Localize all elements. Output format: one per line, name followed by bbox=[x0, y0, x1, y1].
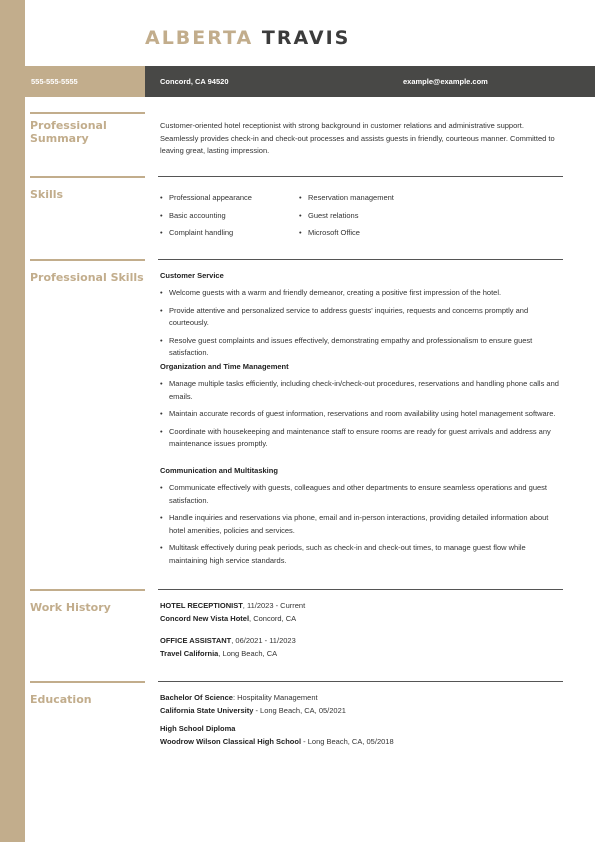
field-of-study: : Hospitality Management bbox=[232, 693, 318, 702]
skill-group-heading: Customer Service bbox=[160, 271, 224, 280]
list-item: • Multitask effectively during peak periods, such as check-in and check-out times, to manage guest flow while maintaining high service standards. bbox=[160, 542, 560, 567]
first-name: ALBERTA bbox=[145, 27, 254, 49]
phone-number: 555-555-5555 bbox=[31, 77, 78, 86]
summary-text: Customer-oriented hotel receptionist with strong background in customer relations and administrative support. Seamlessly provides check-in and check-out processes and assists guests in friendly, courteous manner. Committed to leaving great, lasting impression. bbox=[160, 121, 555, 155]
job-dates: , 06/2021 - 11/2023 bbox=[231, 636, 296, 645]
last-name: TRAVIS bbox=[261, 27, 351, 49]
skills-col-2 bbox=[299, 192, 459, 245]
list-item: • Complaint handling bbox=[160, 227, 300, 245]
summary-rule-left bbox=[30, 112, 145, 114]
job-place: , Concord, CA bbox=[249, 613, 297, 623]
skill-group-heading: Communication and Multitasking bbox=[160, 466, 278, 475]
email: example@example.com bbox=[403, 77, 488, 86]
job-entry bbox=[160, 635, 296, 660]
pro-skills-rule-left bbox=[30, 259, 145, 261]
skills-title: Skills bbox=[30, 188, 64, 201]
degree: High School Diploma bbox=[160, 724, 236, 733]
skill-group-list bbox=[160, 287, 560, 360]
skill-group-heading: Organization and Time Management bbox=[160, 362, 289, 371]
list-item: • Microsoft Office bbox=[299, 227, 459, 245]
list-item: • Professional appearance bbox=[160, 192, 300, 210]
skills-col-1 bbox=[160, 192, 300, 245]
list-item: • Handle inquiries and reservations via phone, email and in-person interactions, providing detailed information about hotel amenities, policies and services. bbox=[160, 512, 560, 537]
list-item: • Guest relations bbox=[299, 210, 459, 228]
education-rule-right bbox=[158, 681, 563, 682]
job-role: OFFICE ASSISTANT bbox=[160, 636, 232, 645]
job-company: Travel California bbox=[160, 648, 219, 658]
list-item: • Basic accounting bbox=[160, 210, 300, 228]
education-rule-left bbox=[30, 681, 145, 683]
work-rule-left bbox=[30, 589, 145, 591]
education-entry bbox=[160, 723, 394, 748]
list-item: • Resolve guest complaints and issues effectively, demonstrating empathy and professionalism to ensure guest satisfaction. bbox=[160, 335, 560, 360]
contact-band bbox=[25, 66, 595, 97]
skills-rule-left bbox=[30, 176, 145, 178]
school-name: California State University bbox=[160, 705, 254, 715]
skill-group-organization bbox=[160, 361, 560, 451]
pro-skills-title: Professional Skills bbox=[30, 271, 144, 284]
education-title: Education bbox=[30, 693, 92, 706]
list-item: • Reservation management bbox=[299, 192, 459, 210]
job-company: Concord New Vista Hotel bbox=[160, 613, 250, 623]
list-item: • Maintain accurate records of guest information, reservations and room availability using hotel management software. bbox=[160, 408, 560, 421]
work-history-title: Work History bbox=[30, 601, 111, 614]
skill-group-list bbox=[160, 378, 560, 451]
job-dates: , 11/2023 - Current bbox=[242, 601, 306, 610]
school-place: - Long Beach, CA, 05/2018 bbox=[301, 736, 394, 746]
list-item: • Coordinate with housekeeping and maintenance staff to ensure rooms are ready for guest arrivals and address any maintenance issues promptly. bbox=[160, 426, 560, 451]
location: Concord, CA 94520 bbox=[160, 77, 229, 86]
skill-group-list bbox=[160, 482, 560, 567]
education-entry bbox=[160, 692, 346, 717]
summary-title: Professional Summary bbox=[30, 119, 107, 145]
work-rule-right bbox=[158, 589, 563, 590]
left-accent-bar bbox=[0, 0, 25, 842]
skills-rule-right bbox=[158, 176, 563, 177]
list-item: • Provide attentive and personalized service to address guests' inquiries, requests and concerns promptly and courteously. bbox=[160, 305, 560, 330]
job-role: HOTEL RECEPTIONIST bbox=[160, 601, 243, 610]
school-place: - Long Beach, CA, 05/2021 bbox=[253, 705, 346, 715]
school-name: Woodrow Wilson Classical High School bbox=[160, 736, 302, 746]
skill-group-customer-service bbox=[160, 270, 560, 360]
degree: Bachelor Of Science bbox=[160, 693, 233, 702]
list-item: • Welcome guests with a warm and friendly demeanor, creating a positive first impression of the hotel. bbox=[160, 287, 560, 300]
pro-skills-rule-right bbox=[158, 259, 563, 260]
list-item: • Communicate effectively with guests, colleagues and other departments to ensure seamless operations and guest satisfaction. bbox=[160, 482, 560, 507]
candidate-name bbox=[145, 27, 350, 49]
job-place: , Long Beach, CA bbox=[218, 648, 278, 658]
job-entry bbox=[160, 600, 305, 625]
skill-group-communication bbox=[160, 465, 560, 567]
list-item: • Manage multiple tasks efficiently, including check-in/check-out procedures, reservations and handling phone calls and emails. bbox=[160, 378, 560, 403]
